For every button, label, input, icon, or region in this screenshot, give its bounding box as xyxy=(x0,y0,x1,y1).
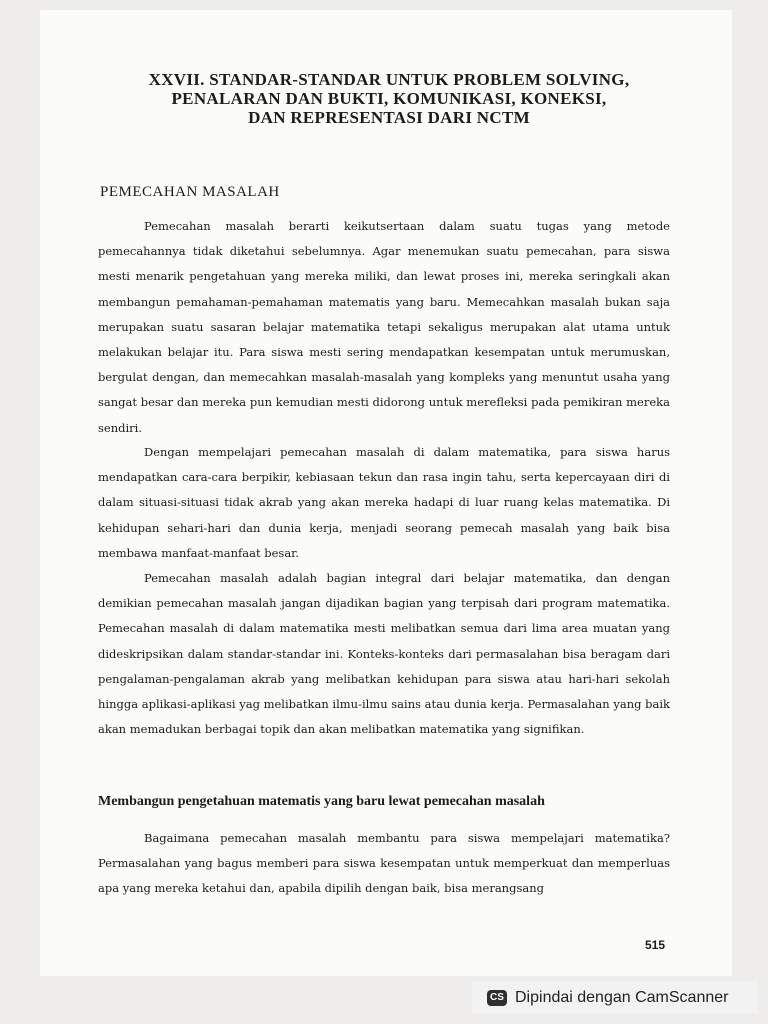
body-paragraph: Bagaimana pemecahan masalah membantu para siswa mempelajari matematika? Permasalahan yang bagus memberi para siswa kesempatan untuk memperkuat dan memperluas apa yang mereka ketahui dan, apabila dipilih dengan baik, bisa merangsang xyxy=(98,831,670,896)
body-paragraph: Dengan mempelajari pemecahan masalah di dalam matematika, para siswa harus mendapatkan cara-cara berpikir, kebiasaan tekun dan rasa ingin tahu, serta kepercayaan diri di dalam situasi-situasi tidak akrab yang akan mereka hadapi di luar ruang kelas matematika. Di kehidupan sehari-hari dan dunia kerja, menjadi seorang pemecah masalah yang baik bisa membawa manfaat-manfaat besar. xyxy=(98,445,670,560)
page-number: 515 xyxy=(645,938,666,952)
body-paragraph: Pemecahan masalah berarti keikutsertaan dalam suatu tugas yang metode pemecahannya tidak diketahui sebelumnya. Agar menemukan suatu pemecahan, para siswa mesti menarik pengetahuan yang mereka miliki, dan lewat proses ini, mereka seringkali akan membangun pemahaman-pemahaman matematis yang baru. Memecahkan masalah bukan saja merupakan suatu sasaran belajar matematika tetapi sekaligus merupakan alat utama untuk melakukan belajar itu. Para siswa mesti sering mendapatkan kesempatan untuk merumuskan, bergulat dengan, dan memecahkan masalah-masalah yang kompleks yang menuntut usaha yang sangat besar dan mereka pun kemudian mesti didorong untuk merefleksi pada pemikiran mereka sendiri. xyxy=(98,219,670,435)
scanner-watermark xyxy=(472,981,758,1014)
title-line: PENALARAN DAN BUKTI, KOMUNIKASI, KONEKSI, xyxy=(171,89,607,108)
section-heading: PEMECAHAN MASALAH xyxy=(100,184,280,200)
body-paragraph: Pemecahan masalah adalah bagian integral dari belajar matematika, dan dengan demikian pemecahan masalah jangan dijadikan bagian yang terpisah dari program matematika. Pemecahan masalah di dalam matematika mesti melibatkan semua dari lima area muatan yang dideskripsikan dalam standar-standar ini. Konteks-konteks dari permasalahan bisa beragam dari pengalaman-pengalaman akrab yang melibatkan kehidupan para siswa atau hari-hari sekolah hingga aplikasi-aplikasi yag melibatkan ilmu-ilmu sains atau dunia kerja. Permasalahan yang baik akan memadukan berbagai topik dan akan melibatkan matematika yang signifikan. xyxy=(98,571,670,737)
camscanner-logo-icon: CS xyxy=(487,990,507,1006)
title-line: XXVII. STANDAR-STANDAR UNTUK PROBLEM SOLVING, xyxy=(148,70,630,89)
chapter-title xyxy=(60,70,718,127)
subsection-heading: Membangun pengetahuan matematis yang baru lewat pemecahan masalah xyxy=(98,794,545,809)
title-line: DAN REPRESENTASI DARI NCTM xyxy=(248,108,530,127)
scanner-label: Dipindai dengan CamScanner xyxy=(515,988,729,1006)
